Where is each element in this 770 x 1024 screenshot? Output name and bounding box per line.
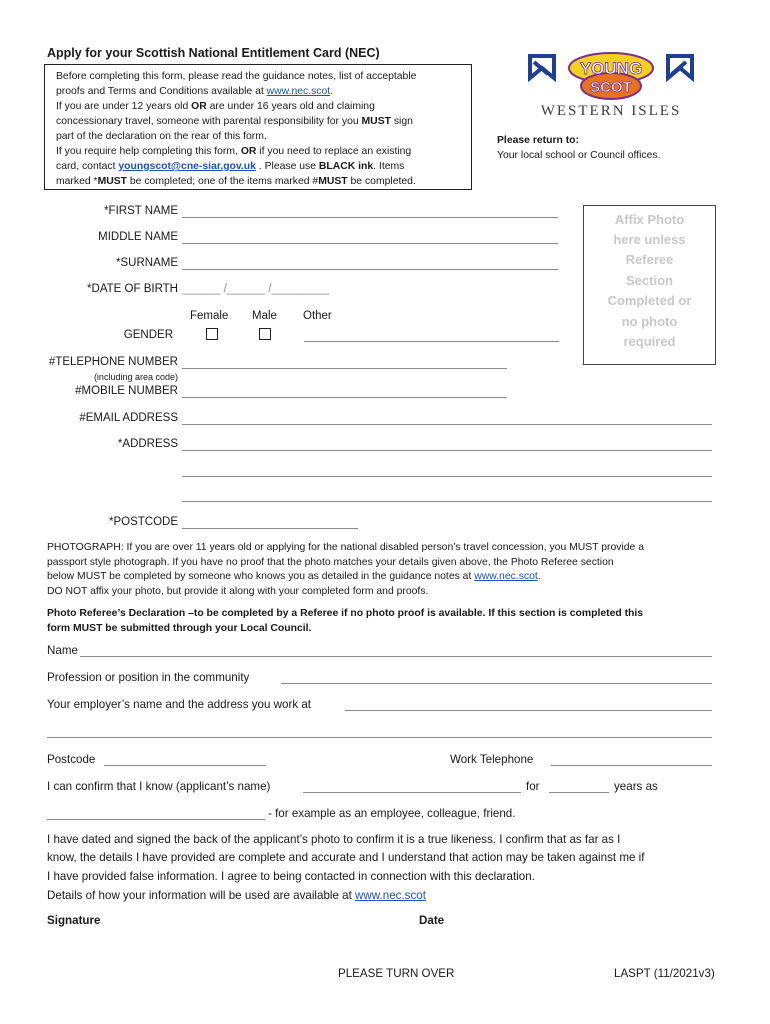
photograph-line-3: below MUST be completed by someone who knows you as detailed in the guidance notes at www.nec.scot. [47,571,541,582]
mobile-label: #MOBILE NUMBER [75,385,178,397]
male-checkbox[interactable] [259,328,271,340]
applicant-name-field[interactable] [303,792,521,793]
postcode-label: *POSTCODE [108,516,178,528]
declaration-line-2: know, the details I have provided are complete and accurate and I understand that action may be taken against me if [47,851,645,864]
confirm-years-label: years as [614,780,658,793]
telephone-note: (including area code) [93,372,178,382]
referee-postcode-field[interactable] [104,765,266,766]
surname-field[interactable] [182,269,558,270]
intro-line-5: part of the declaration on the rear of this form. [56,131,267,142]
male-label: Male [252,310,277,322]
intro-line-7: card, contact youngscot@cne-siar.gov.uk . Please use BLACK ink. Items [56,161,405,172]
email-label: #EMAIL ADDRESS [79,412,178,424]
confirm-for-label: for [526,780,540,793]
photo-text-6: no photo [621,314,678,329]
photograph-line-2: passport style photograph. If you have no proof that the photo matches your details given above, the Photo Referee section [47,557,614,568]
date-label: Date [419,914,445,927]
photograph-line-4: DO NOT affix your photo, but provide it along with your completed form and proofs. [47,586,429,597]
intro-line-4: concessionary travel, someone with parental responsibility for you MUST sign [56,116,413,127]
middle-name-label: MIDDLE NAME [98,231,178,243]
referee-heading-2: form MUST be submitted through your Local Council. [47,623,312,634]
nec-link-2[interactable]: www.nec.scot [474,571,538,582]
telephone-label: #TELEPHONE NUMBER [48,356,178,368]
female-checkbox[interactable] [206,328,218,340]
photo-text-1: Affix Photo [614,212,685,227]
telephone-field[interactable] [182,368,507,369]
nec-link[interactable]: www.nec.scot [266,86,331,97]
email-field[interactable] [182,424,712,425]
address-label: *ADDRESS [117,438,178,450]
form-title: Apply for your Scottish National Entitlement Card (NEC) [47,46,380,60]
declaration-line-3: I have provided false information. I agree to being contacted in connection with this declaration. [47,870,535,883]
photo-text-4: Section [626,273,673,288]
referee-postcode-label: Postcode [47,753,96,766]
intro-line-6: If you require help completing this form, OR if you need to replace an existing [56,146,412,157]
photo-text-2: here unless [613,232,686,247]
logo-text-young: YOUNG [579,59,643,78]
celtic-knot-left-icon [530,56,554,78]
young-scot-logo [526,48,696,120]
profession-label: Profession or position in the community [47,671,250,684]
relationship-field[interactable] [47,819,265,820]
first-name-label: *FIRST NAME [104,205,178,217]
address-field-2[interactable] [182,476,712,477]
address-field-1[interactable] [182,450,712,451]
employer-field-2[interactable] [47,737,712,738]
mobile-field[interactable] [182,397,507,398]
female-label: Female [190,310,229,322]
signature-label: Signature [47,914,101,927]
intro-line-1: Before completing this form, please read the guidance notes, list of acceptable [56,71,417,82]
photograph-line-1: PHOTOGRAPH: If you are over 11 years old or applying for the national disabled person’s travel concession, you MUST provide a [47,542,644,553]
first-name-field[interactable] [182,217,558,218]
example-text: - for example as an employee, colleague, friend. [268,807,516,820]
referee-name-field[interactable] [80,656,712,657]
nec-link-3[interactable]: www.nec.scot [355,889,426,902]
intro-line-3: If you are under 12 years old OR are under 16 years old and claiming [56,101,375,112]
employer-field-1[interactable] [345,710,712,711]
surname-label: *SURNAME [116,257,178,269]
address-field-3[interactable] [182,501,712,502]
declaration-line-1: I have dated and signed the back of the applicant’s photo to confirm it is a true likeness. I confirm that as far as I [47,833,621,846]
photo-text-7: required [623,334,676,349]
return-text: Your local school or Council offices. [497,150,661,161]
details-line: Details of how your information will be used are available at www.nec.scot [47,889,426,902]
form-code: LASPT (11/2021v3) [614,967,715,980]
referee-name-label: Name [47,644,78,657]
logo-tagline: WESTERN ISLES [540,103,682,119]
intro-line-8: marked *MUST be completed; one of the items marked #MUST be completed. [56,176,416,187]
dob-field[interactable]: ______ /______ /_________ [182,283,330,295]
logo-text-scot: SCOT [590,79,632,96]
confirm-label: I can confirm that I know (applicant’s name) [47,780,271,793]
profession-field[interactable] [281,683,712,684]
intro-line-2: proofs and Terms and Conditions available at www.nec.scot. [56,86,334,97]
photo-text-3: Referee [625,252,674,267]
work-telephone-field[interactable] [551,765,712,766]
dob-label: *DATE OF BIRTH [87,283,178,295]
celtic-knot-right-icon [668,56,692,78]
turn-over-text: PLEASE TURN OVER [338,967,455,980]
gender-label: GENDER [123,329,173,341]
email-link[interactable]: youngscot@cne-siar.gov.uk [118,161,256,172]
referee-heading-1: Photo Referee’s Declaration –to be completed by a Referee if no photo proof is available. If this section is completed this [47,608,644,619]
employer-label: Your employer’s name and the address you work at [47,698,312,711]
middle-name-field[interactable] [182,243,558,244]
other-label: Other [303,310,332,322]
other-gender-field[interactable] [304,341,559,342]
work-telephone-label: Work Telephone [450,753,534,766]
years-field[interactable] [549,792,609,793]
photo-text-5: Completed or [607,293,692,308]
postcode-field[interactable] [182,528,358,529]
return-label: Please return to: [497,135,579,146]
